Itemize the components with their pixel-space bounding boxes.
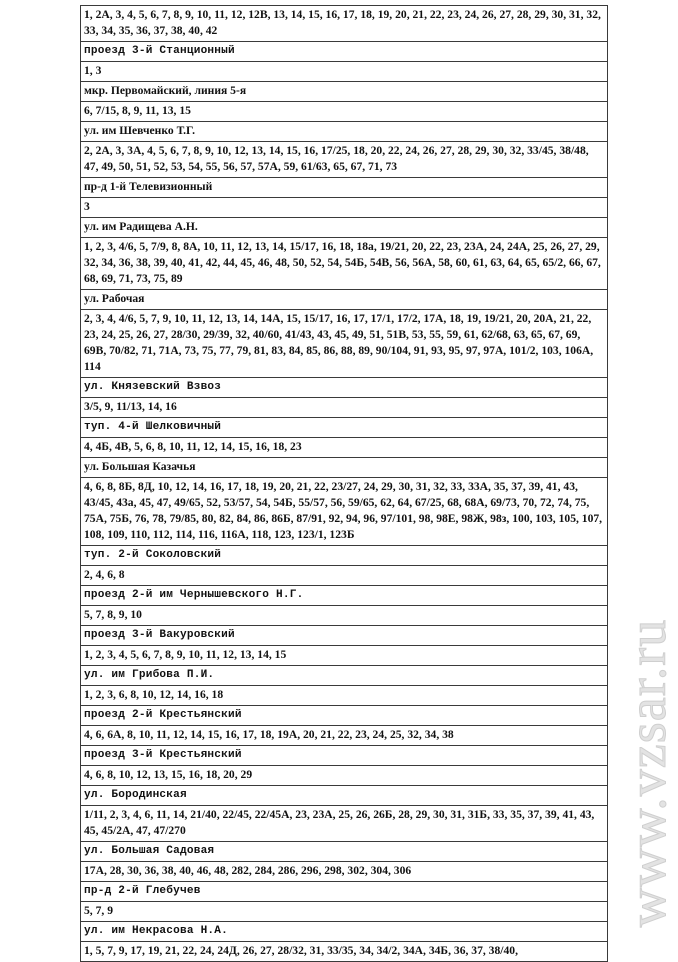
house-numbers-row [81, 238, 608, 290]
street-row [81, 218, 608, 238]
house-numbers-row [81, 942, 608, 962]
street-row [81, 786, 608, 806]
street-name-cell: ул. Рабочая [81, 290, 608, 310]
street-name-cell: ул. Большая Садовая [81, 842, 608, 862]
street-name-cell: проезд 3-й Крестьянский [81, 746, 608, 766]
house-numbers-cell: 4, 4Б, 4В, 5, 6, 8, 10, 11, 12, 14, 15, 16, 18, 23 [81, 438, 608, 458]
street-row [81, 378, 608, 398]
street-name-cell: ул. Большая Казачья [81, 458, 608, 478]
house-numbers-row [81, 606, 608, 626]
house-numbers-cell: 4, 6, 6А, 8, 10, 11, 12, 14, 15, 16, 17, 18, 19А, 20, 21, 22, 23, 24, 25, 32, 34, 38 [81, 726, 608, 746]
street-row [81, 922, 608, 942]
house-numbers-row [81, 862, 608, 882]
street-row [81, 82, 608, 102]
house-numbers-cell: 6, 7/15, 8, 9, 11, 13, 15 [81, 102, 608, 122]
street-name-cell: ул. им Некрасова Н.А. [81, 922, 608, 942]
house-numbers-row [81, 102, 608, 122]
house-numbers-row [81, 310, 608, 378]
house-numbers-row [81, 766, 608, 786]
house-numbers-row [81, 902, 608, 922]
street-row [81, 706, 608, 726]
house-numbers-row [81, 646, 608, 666]
street-name-cell: проезд 2-й Крестьянский [81, 706, 608, 726]
house-numbers-cell: 5, 7, 9 [81, 902, 608, 922]
house-numbers-cell: 3/5, 9, 11/13, 14, 16 [81, 398, 608, 418]
street-row [81, 666, 608, 686]
house-numbers-row [81, 478, 608, 546]
house-numbers-cell: 4, 6, 8, 10, 12, 13, 15, 16, 18, 20, 29 [81, 766, 608, 786]
house-numbers-cell: 1, 2, 3, 6, 8, 10, 12, 14, 16, 18 [81, 686, 608, 706]
house-numbers-cell: 1, 3 [81, 62, 608, 82]
street-row [81, 586, 608, 606]
house-numbers-cell: 2, 2А, 3, 3А, 4, 5, 6, 7, 8, 9, 10, 12, 13, 14, 15, 16, 17/25, 18, 20, 22, 24, 26, 27, 28, 29, 30, 32, 33/45, 38/48, 47, 49, 50, 51, 52, 53, 54, 55, 56, 57, 57А, 59, 61/63, 65, 67, 71, 73 [81, 142, 608, 178]
house-numbers-cell: 1, 5, 7, 9, 17, 19, 21, 22, 24, 24Д, 26, 27, 28/32, 31, 33/35, 34, 34/2, 34А, 34Б, 36, 37, 38/40, [81, 942, 608, 962]
street-row [81, 842, 608, 862]
house-numbers-cell: 2, 4, 6, 8 [81, 566, 608, 586]
house-numbers-row [81, 686, 608, 706]
house-numbers-row [81, 398, 608, 418]
street-row [81, 546, 608, 566]
street-row [81, 626, 608, 646]
street-row [81, 882, 608, 902]
house-numbers-cell: 2, 3, 4, 4/6, 5, 7, 9, 10, 11, 12, 13, 14, 14А, 15, 15/17, 16, 17, 17/1, 17/2, 17А, 18, 19, 19/21, 20, 20А, 21, 22, 23, 24, 25, 26, 27, 28/30, 29/39, 32, 40/60, 41/43, 43, 45, 49, 51, 51В, 53, 55, 59, 61, 62/68, 63, 65, 67, 69, 69В, 70/82, 71, 71А, 73, 75, 77, 79, 81, 83, 84, 85, 86, 88, 89, 90/104, 91, 93, 95, 97, 97А, 101/2, 103, 106А, 114 [81, 310, 608, 378]
house-numbers-cell: 1/11, 2, 3, 4, 6, 11, 14, 21/40, 22/45, 22/45А, 23, 23А, 25, 26, 26Б, 28, 29, 30, 31, 31Б, 33, 35, 37, 39, 41, 43, 45, 45/2А, 47, 47/270 [81, 806, 608, 842]
street-name-cell: проезд 2-й им Чернышевского Н.Г. [81, 586, 608, 606]
street-row [81, 178, 608, 198]
street-row [81, 290, 608, 310]
street-name-cell: ул. им Шевченко Т.Г. [81, 122, 608, 142]
house-numbers-cell: 3 [81, 198, 608, 218]
house-numbers-cell: 17А, 28, 30, 36, 38, 40, 46, 48, 282, 284, 286, 296, 298, 302, 304, 306 [81, 862, 608, 882]
watermark-text: www.vzsar.ru [617, 618, 678, 927]
street-row [81, 122, 608, 142]
house-numbers-cell: 1, 2А, 3, 4, 5, 6, 7, 8, 9, 10, 11, 12, 12В, 13, 14, 15, 16, 17, 18, 19, 20, 21, 22, 23, 24, 26, 27, 28, 29, 30, 31, 32, 33, 34, 35, 36, 37, 38, 40, 42 [81, 6, 608, 42]
site-watermark [617, 600, 678, 945]
house-numbers-row [81, 142, 608, 178]
street-name-cell: ул. Бородинская [81, 786, 608, 806]
house-numbers-row [81, 726, 608, 746]
house-numbers-cell: 1, 2, 3, 4, 5, 6, 7, 8, 9, 10, 11, 12, 13, 14, 15 [81, 646, 608, 666]
street-name-cell: ул. Князевский Взвоз [81, 378, 608, 398]
house-numbers-row [81, 566, 608, 586]
house-numbers-row [81, 438, 608, 458]
house-numbers-cell: 4, 6, 8, 8Б, 8Д, 10, 12, 14, 16, 17, 18, 19, 20, 21, 22, 23/27, 24, 29, 30, 31, 32, 33, 33А, 35, 37, 39, 41, 43, 43/45, 43а, 45, 47, 49/65, 52, 53/57, 54, 54Б, 55/57, 56, 59/65, 62, 64, 67/25, 68, 68А, 69/73, 70, 72, 74, 75, 75А, 75Б, 76, 78, 79/85, 80, 82, 84, 86, 86Б, 87/91, 92, 94, 96, 97/101, 98, 98Е, 98Ж, 98з, 100, 103, 105, 107, 108, 109, 110, 112, 114, 116, 116А, 118, 123, 123/1, 123Б [81, 478, 608, 546]
street-row [81, 418, 608, 438]
house-numbers-row [81, 198, 608, 218]
street-name-cell: туп. 4-й Шелковичный [81, 418, 608, 438]
house-numbers-row [81, 806, 608, 842]
house-numbers-row [81, 6, 608, 42]
house-numbers-cell: 5, 7, 8, 9, 10 [81, 606, 608, 626]
street-name-cell: ул. им Радищева А.Н. [81, 218, 608, 238]
house-numbers-row [81, 62, 608, 82]
street-name-cell: проезд 3-й Станционный [81, 42, 608, 62]
street-name-cell: пр-д 2-й Глебучев [81, 882, 608, 902]
street-name-cell: мкр. Первомайский, линия 5-я [81, 82, 608, 102]
street-name-cell: проезд 3-й Вакуровский [81, 626, 608, 646]
street-row [81, 458, 608, 478]
street-name-cell: пр-д 1-й Телевизионный [81, 178, 608, 198]
street-name-cell: туп. 2-й Соколовский [81, 546, 608, 566]
street-name-cell: ул. им Грибова П.И. [81, 666, 608, 686]
street-row [81, 42, 608, 62]
house-numbers-cell: 1, 2, 3, 4/6, 5, 7/9, 8, 8А, 10, 11, 12, 13, 14, 15/17, 16, 18, 18а, 19/21, 20, 22, 23, 23А, 24, 24А, 25, 26, 27, 29, 32, 34, 36, 38, 39, 40, 41, 42, 44, 45, 46, 48, 50, 52, 54, 54Б, 54В, 56, 56А, 58, 60, 61, 63, 64, 65, 65/2, 66, 67, 68, 69, 71, 73, 75, 89 [81, 238, 608, 290]
street-row [81, 746, 608, 766]
address-table [80, 5, 608, 962]
